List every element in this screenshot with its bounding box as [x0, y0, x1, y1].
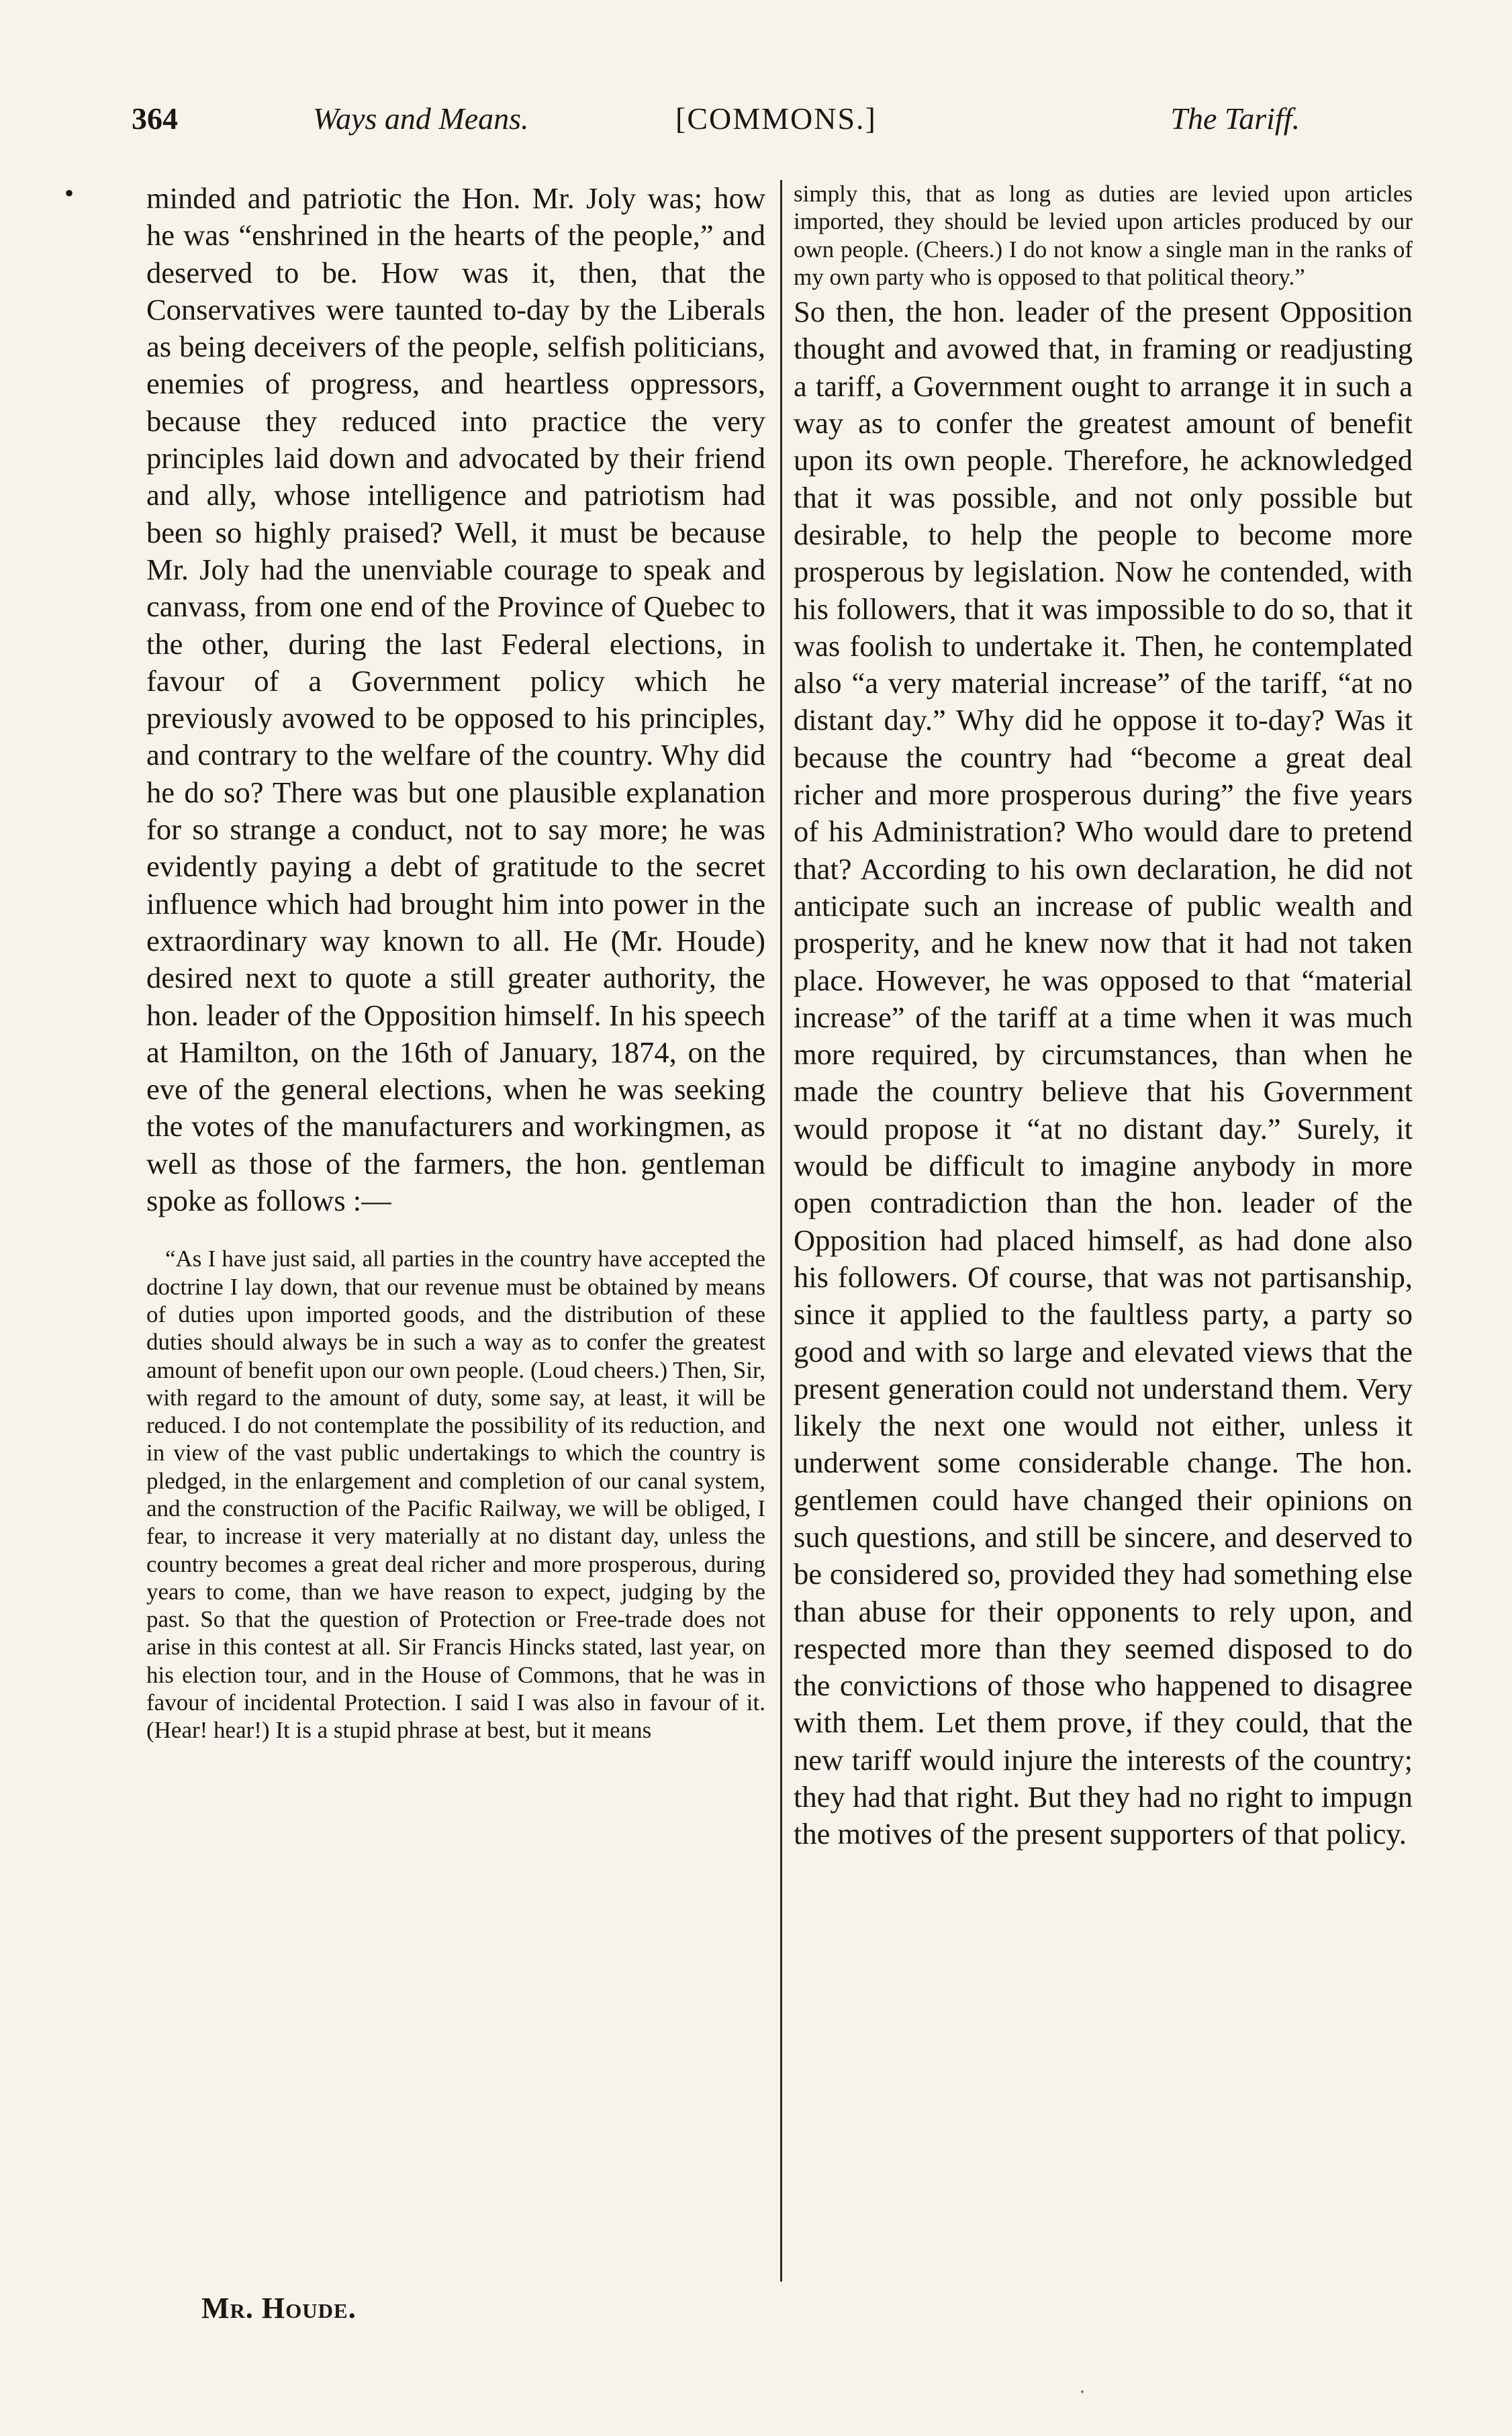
- left-column: [146, 180, 765, 1744]
- running-header: [132, 101, 1300, 141]
- column-divider: [780, 180, 782, 2282]
- speaker-footer: Mr. Houde.: [201, 2292, 357, 2325]
- hamilton-speech-quote: “As I have just said, all parties in the country have accepted the doctrine I lay down, that our revenue must be obtained by means of duties upon imported goods, and the distribution of these duties should always be in such a way as to confer the greatest amount of benefit upon our own people. (Loud cheers.) Then, Sir, with regard to the amount of duty, some say, at least, it will be reduced. I do not contemplate the possibility of its reduction, and in view of the vast public undertakings to which the country is pledged, in the enlargement and completion of our canal system, and the construction of the Pacific Railway, we will be obliged, I fear, to increase it very materially at no distant day, unless the country becomes a great deal richer and more prosperous, during years to come, than we have reason to expect, judging by the past. So that the question of Protection or Free-trade does not arise in this contest at all. Sir Francis Hincks stated, last year, on his election tour, and in the House of Commons, that he was in favour of incidental Protection. I said I was also in favour of it. (Hear! hear!) It is a stupid phrase at best, but it means: [146, 1246, 765, 1744]
- right-column-paragraph: So then, the hon. leader of the present Opposition thought and avowed that, in framing or readjusting a tariff, a Government ought to arrange it in such a way as to confer the greatest amount of benefit upon its own people. Therefore, he acknowledged that it was possible, and not only possible but desirable, to help the people to become more prosperous by legislation. Now he contended, with his followers, that it was impossible to do so, that it was foolish to undertake it. Then, he contemplated also “a very material increase” of the tariff, “at no distant day.” Why did he oppose it to-day? Was it because the country had “become a great deal richer and more prosperous during” the five years of his Administration? Who would dare to pretend that? According to his own declaration, he did not anticipate such an increase of public wealth and prosperity, and he knew now that it had not taken place. However, he was opposed to that “material increase” of the tariff at a time when it was much more required, by circumstances, than when he made the country believe that his Government would propose it “at no distant day.” Surely, it would be difficult to imagine anybody in more open contradiction than the hon. leader of the Opposition had placed himself, as had done also his followers. Of course, that was not partisanship, since it applied to the faultless party, a party so good and with so large and elevated views that the present generation could not understand them. Very likely the next one would not either, unless it underwent some considerable change. The hon. gentlemen could have changed their opinions on such questions, and still be sincere, and deserved to be considered so, provided they had something else than abuse for their opponents to rely upon, and respected more than they seemed disposed to do the convictions of those who happened to disagree with them. Let them prove, if they could, that the new tariff would injure the interests of the country; they had that right. But they had no right to impugn the motives of the present supporters of that policy.: [794, 295, 1413, 1851]
- section-title: Ways and Means.: [313, 101, 529, 136]
- page-number: 364: [132, 101, 178, 136]
- chamber-title: [COMMONS.]: [675, 101, 877, 136]
- margin-mark: •: [64, 178, 75, 208]
- topic-title: The Tariff.: [1170, 101, 1300, 136]
- quote-continuation: simply this, that as long as duties are levied upon articles imported, they should be levied upon articles produced by our own people. (Cheers.) I do not know a single man in the ranks of my own party who is opposed to that political theory.”: [794, 181, 1413, 290]
- paper-speck: [1081, 2390, 1084, 2393]
- left-column-paragraph: minded and patriotic the Hon. Mr. Joly was; how he was “enshrined in the hearts of the people,” and deserved to be. How was it, then, that the Conservatives were taunted to-day by the Liberals as being deceivers of the people, selfish politicians, enemies of progress, and heartless oppressors, because they reduced into practice the very principles laid down and advocated by their friend and ally, whose intelligence and patriotism had been so highly praised? Well, it must be because Mr. Joly had the unenviable courage to speak and canvass, from one end of the Province of Quebec to the other, during the last Federal elections, in favour of a Government policy which he previously avowed to be opposed to his principles, and contrary to the welfare of the country. Why did he do so? There was but one plausible explanation for so strange a conduct, not to say more; he was evidently paying a debt of gratitude to the secret influence which had brought him into power in the extraordinary way known to all. He (Mr. Houde) desired next to quote a still greater authority, the hon. leader of the Opposition himself. In his speech at Hamilton, on the 16th of January, 1874, on the eve of the general elections, when he was seeking the votes of the manufacturers and workingmen, as well as those of the farmers, the hon. gentleman spoke as follows :—: [146, 181, 765, 1218]
- right-column: [794, 180, 1413, 1853]
